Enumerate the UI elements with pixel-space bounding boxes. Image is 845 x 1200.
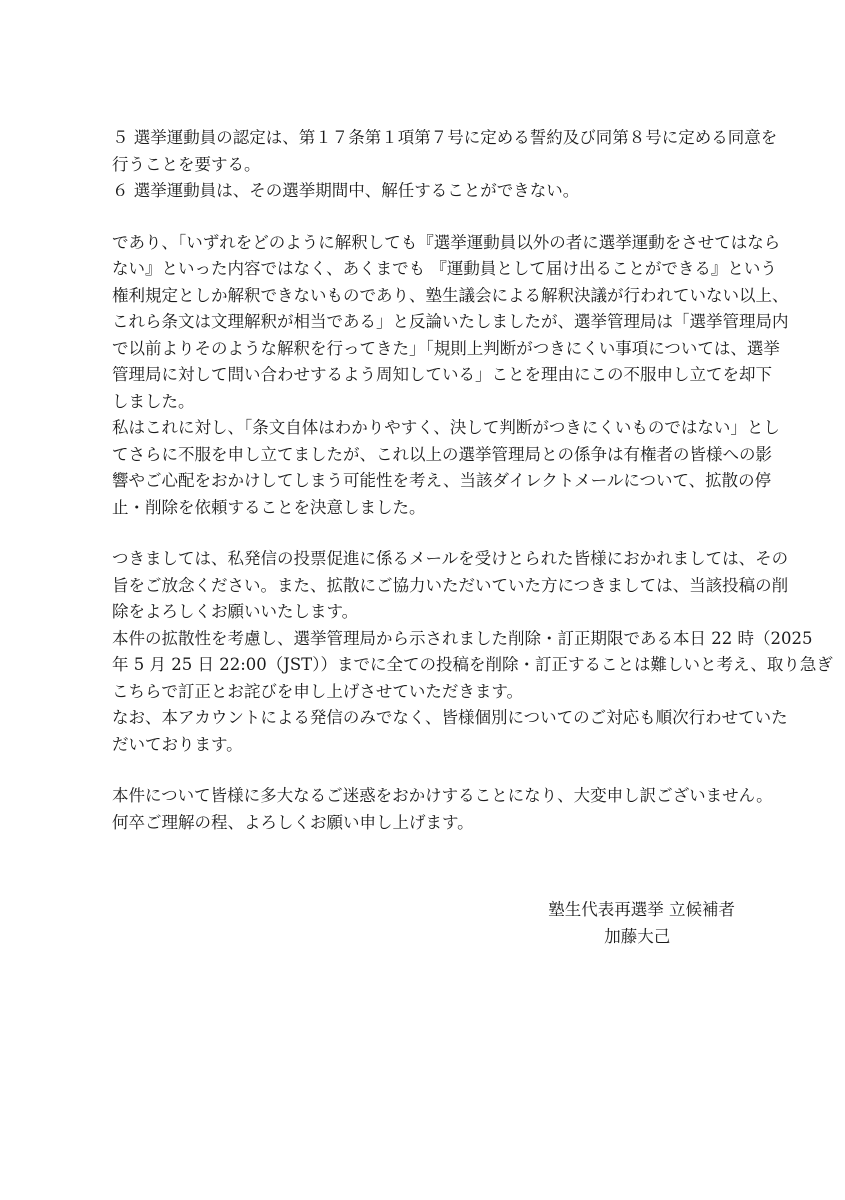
signature-title: 塾生代表再選挙 立候補者 <box>548 900 735 919</box>
paragraph-line: であり、「いずれをどのように解釈しても『選挙運動員以外の者に選挙運動をさせてはなら <box>112 232 781 252</box>
paragraph-line: これら条文は文理解釈が相当である」と反論いたしましたが、選挙管理局は「選挙管理局内 <box>112 312 789 331</box>
paragraph-line: こちらで訂正とお詫びを申し上げさせていただきます。 <box>112 681 524 701</box>
paragraph-line: 響やご心配をおかけしてしまう可能性を考え、当該ダイレクトメールについて、拡散の停 <box>112 471 772 490</box>
paragraph-line: 除をよろしくお願いいたします。 <box>112 602 359 621</box>
paragraph-line: 私はこれに対し、「条文自体はわかりやすく、決して判断がつきにくいものではない」とし <box>112 418 780 437</box>
paragraph-line: 権利規定としか解釈できないものであり、塾生議会による解釈決議が行われていない以上、 <box>112 285 789 305</box>
paragraph-line: 止・削除を依頼することを決意しました。 <box>112 497 426 517</box>
paragraph-appeal <box>112 230 789 522</box>
paragraph-line: つきましては、私発信の投票促進に係るメールを受けとられた皆様におかれましては、その <box>112 549 789 568</box>
paragraph-apology <box>112 783 773 836</box>
signature-block <box>548 897 735 950</box>
clause-5-line-1: ５ 選挙運動員の認定は、第１７条第１項第７号に定める誓約及び同第８号に定める同意を <box>112 128 778 147</box>
paragraph-line: 旨をご放念ください。また、拡散にご協力いただいていた方につきましては、当該投稿の削 <box>112 575 789 595</box>
paragraph-line: だいております。 <box>112 734 243 754</box>
paragraph-line: 何卒ご理解の程、よろしくお願い申し上げます。 <box>112 812 474 832</box>
paragraph-line: 年 5 月 25 日 22:00（JST））までに全ての投稿を削除・訂正することは難しいと考え、取り急ぎ <box>112 655 833 674</box>
paragraph-line: てさらに不服を申し立てましたが、これ以上の選挙管理局との係争は有権者の皆様への影 <box>112 444 772 464</box>
letter-body <box>112 125 833 836</box>
paragraph-line: で以前よりそのような解釈を行ってきた」「規則上判断がつきにくい事項については、選挙 <box>112 338 780 358</box>
clause-6-line-1: ６ 選挙運動員は、その選挙期間中、解任することができない。 <box>112 181 580 200</box>
paragraph-line: 本件について皆様に多大なるご迷惑をおかけすることになり、大変申し訳ございません。 <box>112 786 773 805</box>
signature-name: 加藤大己 <box>604 926 671 946</box>
paragraph-line: ない』といった内容ではなく、あくまでも 『運動員として届け出ることができる』という <box>112 259 777 278</box>
clause-list <box>112 125 778 205</box>
paragraph-line: 管理局に対して問い合わせするよう周知している」ことを理由にこの不服申し立てを却下 <box>112 365 772 384</box>
paragraph-line: なお、本アカウントによる発信のみでなく、皆様個別についてのご対応も順次行わせていた <box>112 708 788 727</box>
paragraph-request <box>112 546 833 758</box>
clause-5-line-2: 行うことを要する。 <box>112 154 261 174</box>
paragraph-line: 本件の拡散性を考慮し、選挙管理局から示されました削除・訂正期限である本日 22 時（2025 <box>112 628 813 648</box>
paragraph-line: しました。 <box>112 391 195 411</box>
